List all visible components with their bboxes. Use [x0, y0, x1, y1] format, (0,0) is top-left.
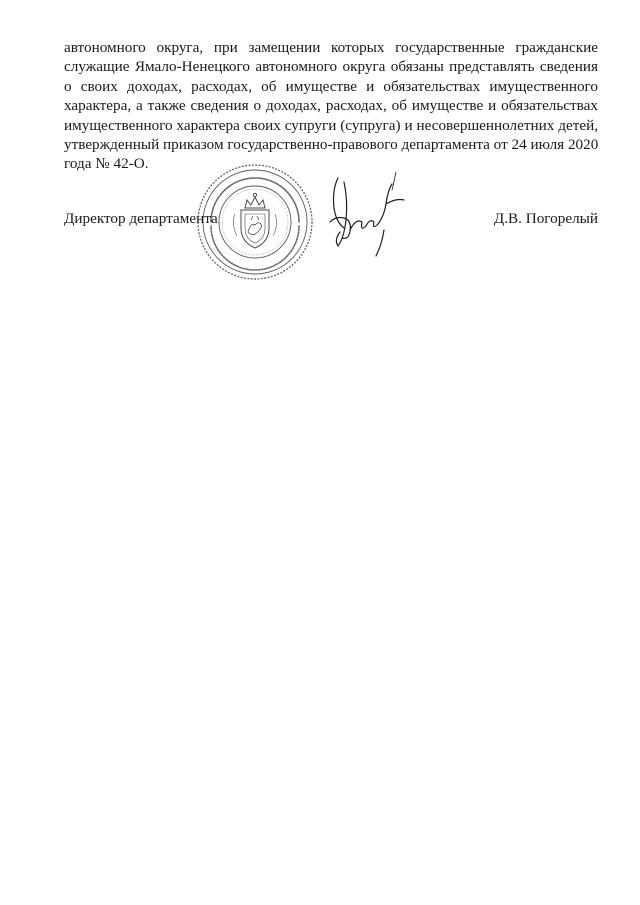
- paragraph-line: года № 42-О.: [64, 155, 149, 173]
- body-paragraph: [64, 38, 598, 174]
- paragraph-line: автономного округа, при замещении которых государственные гражданские: [64, 39, 598, 56]
- signatory-title: Директор департамента: [64, 210, 218, 227]
- paragraph-line: имущественного характера своих супруги (супруга) и несовершеннолетних детей,: [64, 116, 598, 134]
- paragraph-line: характера, а также сведения о доходах, расходах, об имуществе и обязательствах: [64, 97, 598, 115]
- paragraph-line: о своих доходах, расходах, об имуществе и обязательствах имущественного: [64, 77, 598, 95]
- signatory-name: Д.В. Погорелый: [493, 210, 598, 227]
- paragraph-line: служащие Ямало-Ненецкого автономного округа обязаны представлять сведения: [64, 58, 598, 76]
- paragraph-line: утвержденный приказом государственно-правового департамента от 24 июля 2020: [64, 136, 599, 154]
- signature-block: [64, 210, 598, 234]
